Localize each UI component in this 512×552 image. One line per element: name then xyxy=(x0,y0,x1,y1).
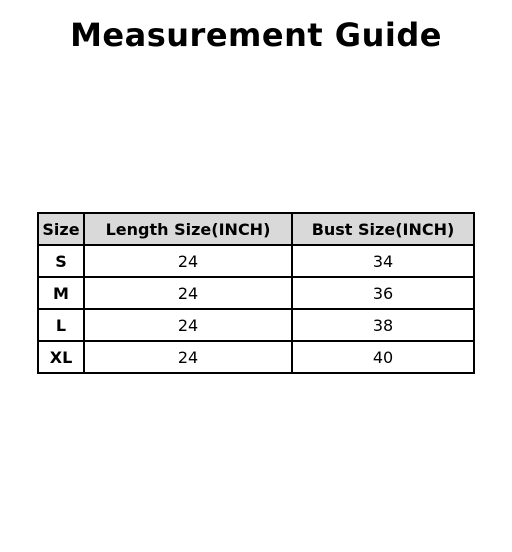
size-cell: S xyxy=(38,245,84,277)
bust-cell: 36 xyxy=(292,277,474,309)
measurement-table xyxy=(37,212,475,374)
length-cell: 24 xyxy=(84,245,292,277)
table-body xyxy=(38,245,474,373)
length-cell: 24 xyxy=(84,309,292,341)
bust-cell: 40 xyxy=(292,341,474,373)
header-bust: Bust Size(INCH) xyxy=(292,213,474,245)
header-row xyxy=(38,213,474,245)
size-cell: XL xyxy=(38,341,84,373)
header-size: Size xyxy=(38,213,84,245)
length-cell: 24 xyxy=(84,341,292,373)
table-row xyxy=(38,277,474,309)
table-row xyxy=(38,245,474,277)
page-title: Measurement Guide xyxy=(70,16,442,54)
table-row xyxy=(38,309,474,341)
bust-cell: 38 xyxy=(292,309,474,341)
size-cell: L xyxy=(38,309,84,341)
length-cell: 24 xyxy=(84,277,292,309)
bust-cell: 34 xyxy=(292,245,474,277)
table-header xyxy=(38,213,474,245)
table-row xyxy=(38,341,474,373)
header-length: Length Size(INCH) xyxy=(84,213,292,245)
size-cell: M xyxy=(38,277,84,309)
